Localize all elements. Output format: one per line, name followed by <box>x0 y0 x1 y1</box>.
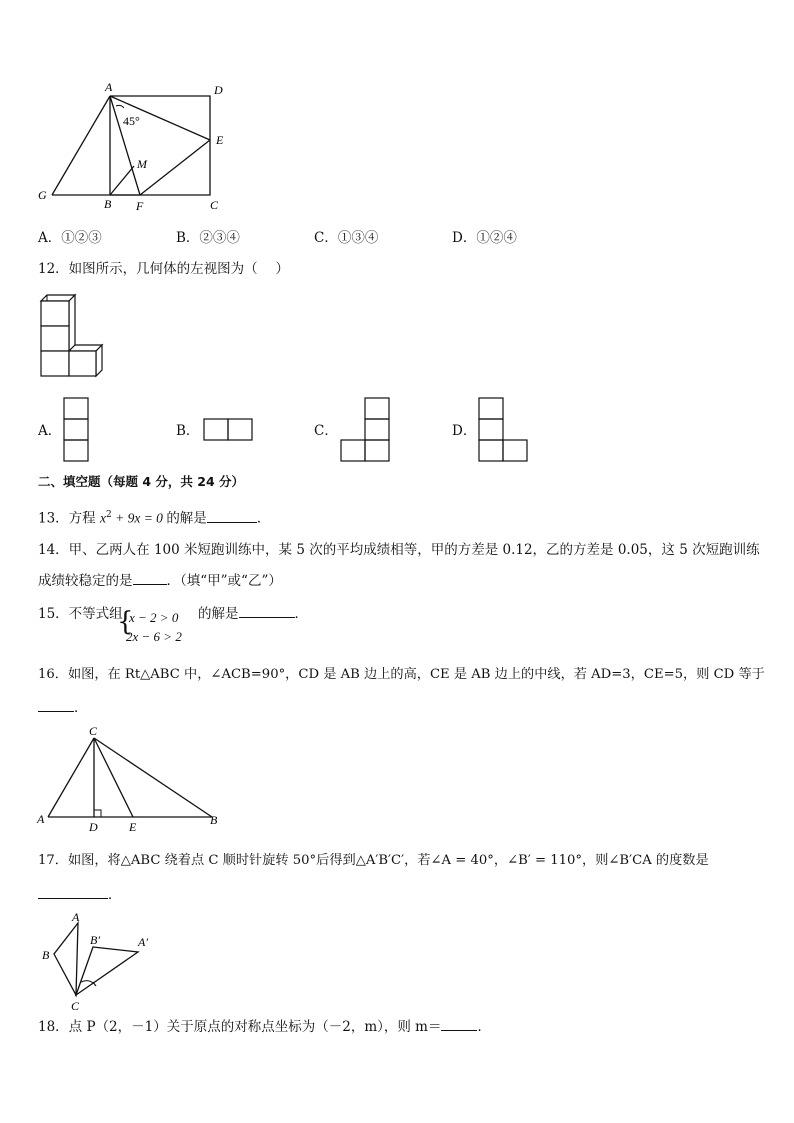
cube-front-top <box>41 301 69 326</box>
q18-answer-blank[interactable] <box>441 1018 477 1031</box>
q12-option-c-figure <box>340 397 392 463</box>
q15-inequality-2: 2x − 6 > 2 <box>126 629 182 644</box>
triangle-apbpc <box>76 947 138 995</box>
label-m: M <box>137 157 147 171</box>
cube-front-bottom-left <box>41 351 69 376</box>
seg-af <box>110 96 140 195</box>
cube-side-upper <box>69 295 75 351</box>
q17-end: ． <box>108 887 122 903</box>
q13-suffix: 的解是 <box>166 510 207 527</box>
q14-line2-suffix: ．（填“甲”或“乙”） <box>166 573 282 589</box>
label-b: B <box>42 948 50 962</box>
q16-line-2 <box>38 699 88 717</box>
q12-option-b-figure <box>203 418 255 442</box>
label-e: E <box>216 133 224 147</box>
label-g: G <box>38 188 47 202</box>
seg-ag <box>52 96 110 195</box>
q15-brace: { <box>117 607 134 637</box>
q12-option-a-figure <box>63 397 89 463</box>
seg-cb <box>94 738 212 817</box>
q13-var: x <box>99 510 106 526</box>
q16-end: ． <box>74 700 88 716</box>
seg-ce <box>94 738 133 817</box>
right-angle-mark <box>94 810 101 817</box>
label-c: C <box>89 724 98 738</box>
label-e: E <box>129 820 137 834</box>
q18-prefix: 18．点 P（2，－1）关于原点的对称点坐标为（－2，m），则 m＝ <box>38 1019 442 1035</box>
q13-question <box>38 506 270 528</box>
cube-side-right <box>96 345 102 376</box>
q13-answer-blank[interactable] <box>207 510 257 523</box>
q11-figure <box>30 78 240 218</box>
q17-figure <box>38 910 158 1014</box>
label-a: A <box>72 910 80 924</box>
label-a: A <box>105 80 113 94</box>
q17-line-1: 17．如图，将△ABC 绕着点 C 顺时针旋转 50°后得到△A′B′C′，若∠A = 40°，∠B′ = 110°，则∠B′CA 的度数是 <box>38 853 709 868</box>
q17-line-2 <box>38 886 122 904</box>
q14-line-2 <box>38 572 282 590</box>
label-a: A <box>37 812 45 826</box>
label-c: C <box>71 999 80 1013</box>
q17-answer-blank[interactable] <box>38 886 108 899</box>
q11-option-c: C．①③④ <box>314 230 379 246</box>
q12-option-b-label: B． <box>176 423 200 439</box>
label-d: D <box>89 820 98 834</box>
q11-option-b: B．②③④ <box>176 230 240 246</box>
q18-question <box>38 1018 491 1036</box>
q15-suffix: 的解是 <box>198 606 239 622</box>
q12-option-d-label: D． <box>452 423 477 439</box>
triangle-abc <box>54 923 78 995</box>
label-c: C <box>210 198 219 212</box>
q15-answer-blank[interactable] <box>239 605 295 618</box>
q11-option-d: D．①②④ <box>452 230 517 246</box>
q14-line2-prefix: 成绩较稳定的是 <box>38 573 133 589</box>
q14-line-1: 14．甲、乙两人在 100 米短跑训练中，某 5 次的平均成绩相等，甲的方差是 0.12，乙的方差是 0.05，这 5 次短跑训练 <box>38 542 760 558</box>
q15-inequality-1: x − 2 > 0 <box>129 610 179 625</box>
label-b-prime: B′ <box>90 933 100 947</box>
q12-question: 12．如图所示，几何体的左视图为（ ） <box>38 261 289 277</box>
label-d: D <box>214 83 223 97</box>
seg-fe <box>140 140 210 195</box>
label-f: F <box>136 199 144 213</box>
cube-front-bottom-right <box>69 351 96 376</box>
q15-suffix-line <box>198 605 308 623</box>
label-b: B <box>104 197 112 211</box>
seg-bm <box>110 166 134 195</box>
q12-option-c-label: C． <box>314 423 338 439</box>
q13-equation: + 9x = 0 <box>111 510 167 526</box>
angle-45-arc <box>116 105 124 108</box>
q16-figure <box>30 724 230 836</box>
q18-end: ． <box>477 1019 491 1035</box>
q16-answer-blank[interactable] <box>38 699 74 712</box>
q11-option-a: A．①②③ <box>38 230 102 246</box>
section-2-heading: 二、填空题（每题 4 分，共 24 分） <box>38 474 245 489</box>
q13-exp: 2 <box>105 510 112 520</box>
label-45: 45° <box>123 114 140 128</box>
q15-prefix: 15．不等式组 <box>38 606 123 622</box>
q12-option-a-label: A． <box>38 423 62 439</box>
q12-option-d-figure <box>478 397 530 463</box>
q12-solid-figure <box>38 290 108 380</box>
q13-prefix: 13．方程 <box>38 510 100 527</box>
q13-end: ． <box>256 510 271 527</box>
q14-answer-blank[interactable] <box>133 572 167 585</box>
q16-line-1: 16．如图，在 Rt△ABC 中，∠ACB=90°，CD 是 AB 边上的高，CE 是 AB 边上的中线，若 AD=3，CE=5，则 CD 等于 <box>38 667 765 682</box>
seg-ca <box>48 738 94 817</box>
q15-end: ． <box>294 606 308 622</box>
cube-front-mid <box>41 326 69 351</box>
label-b: B <box>210 813 218 827</box>
label-a-prime: A′ <box>138 935 148 949</box>
